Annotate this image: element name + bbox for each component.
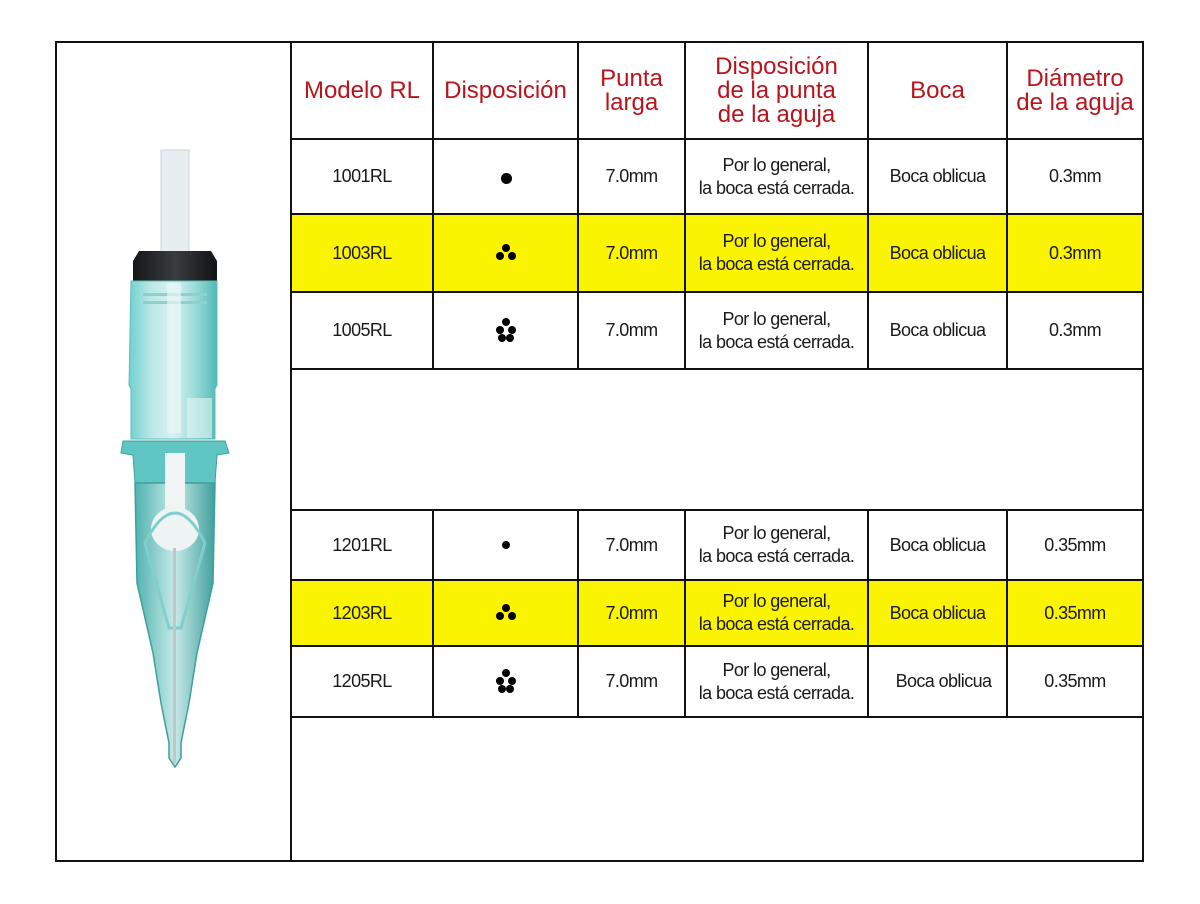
length-cell: 7.0mm [579,215,686,291]
table-row-highlighted [292,581,1142,647]
spec-sheet [55,41,1144,862]
length-cell: 7.0mm [579,581,686,645]
tip-cell: Por lo general, la boca está cerrada. [686,293,869,368]
tip-cell: Por lo general, la boca está cerrada. [686,581,869,645]
tip-cell: Por lo general, la boca está cerrada. [686,140,869,213]
needle-cartridge-icon [57,43,292,860]
needle-spec-table [292,43,1142,860]
table-separator [292,370,1142,511]
header-tip-length: Punta larga [579,43,686,138]
arrangement-cell [434,581,579,645]
table-row [292,511,1142,581]
arrangement-cell [434,293,579,368]
header-mouth: Boca [869,43,1008,138]
product-image-panel [57,43,292,860]
diameter-cell: 0.3mm [1048,320,1101,340]
arrangement-cell [434,140,579,213]
header-arrangement: Disposición [434,43,579,138]
diameter-cell: 0.35mm [1044,534,1106,555]
five-dot-cluster-icon [495,318,517,344]
mouth-cell: Boca oblicua [869,293,1008,368]
table-row-highlighted [292,215,1142,293]
model-cell: 1203RL [292,581,434,645]
arrangement-cell [434,511,579,579]
mouth-cell: Boca oblicua [869,647,1008,716]
arrangement-cell [434,215,579,291]
model-cell: 1003RL [292,215,434,291]
mouth-cell: Boca oblicua [869,511,1008,579]
table-header-row [292,43,1142,140]
mouth-cell: Boca oblicua [869,140,1008,213]
five-dot-cluster-icon [495,669,517,695]
mouth-cell: Boca oblicua [869,215,1008,291]
length-cell: 7.0mm [579,511,686,579]
tip-cell: Por lo general, la boca está cerrada. [686,511,869,579]
length-cell: 7.0mm [579,293,686,368]
tip-cell: Por lo general, la boca está cerrada. [686,647,869,716]
table-row [292,293,1142,370]
model-cell: 1001RL [292,140,434,213]
header-needle-tip-arrangement: Disposición de la punta de la aguja [686,43,869,138]
single-dot-icon [495,166,517,188]
model-cell: 1201RL [292,511,434,579]
single-dot-icon [495,534,517,556]
diameter-cell: 0.35mm [1044,602,1106,623]
length-cell: 7.0mm [579,140,686,213]
diameter-cell: 0.35mm [1044,671,1106,691]
model-cell: 1005RL [292,293,434,368]
tip-cell: Por lo general, la boca está cerrada. [686,215,869,291]
diameter-cell: 0.3mm [1048,166,1101,186]
diameter-cell: 0.3mm [1048,242,1101,263]
three-dot-cluster-icon [495,602,517,624]
model-cell: 1205RL [292,647,434,716]
arrangement-cell [434,647,579,716]
header-needle-diameter: Diámetro de la aguja [1016,64,1134,116]
table-row [292,140,1142,215]
header-model: Modelo RL [292,43,434,138]
mouth-cell: Boca oblicua [869,581,1008,645]
three-dot-cluster-icon [495,242,517,264]
length-cell: 7.0mm [579,647,686,716]
table-row [292,647,1142,718]
